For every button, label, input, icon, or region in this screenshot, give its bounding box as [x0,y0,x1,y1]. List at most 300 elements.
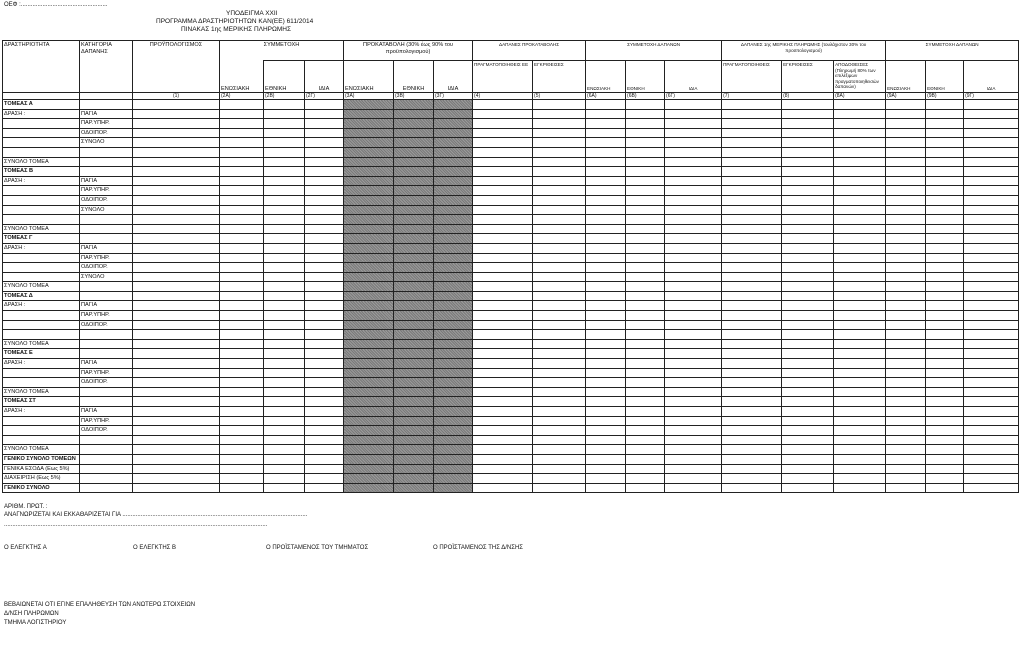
table-cell [344,186,394,196]
table-cell [434,291,473,301]
row-category [80,435,133,445]
table-cell [665,407,722,417]
table-cell [722,474,782,484]
table-cell [586,378,626,388]
table-cell [586,291,626,301]
table-cell [586,100,626,110]
row-category: ΠΑΡ.ΥΠΗΡ. [80,368,133,378]
table-cell [394,234,434,244]
table-cell [626,243,665,253]
table-cell [586,464,626,474]
table-cell [344,330,394,340]
table-cell [305,176,344,186]
table-cell [473,205,533,215]
table-cell [344,454,394,464]
row-label [3,205,80,215]
table-cell [586,397,626,407]
table-cell [964,359,1019,369]
table-cell [533,330,586,340]
table-cell [964,339,1019,349]
table-cell [220,445,264,455]
table-cell [434,416,473,426]
table-cell [533,147,586,157]
table-cell [886,454,926,464]
table-cell [964,195,1019,205]
table-cell [220,311,264,321]
table-cell [834,224,886,234]
table-cell [305,100,344,110]
table-cell [220,195,264,205]
table-cell [264,157,305,167]
table-cell [886,397,926,407]
table-cell [722,464,782,474]
table-cell [665,474,722,484]
table-cell [533,320,586,330]
code-cell-blank-1 [3,93,80,100]
table-cell [344,464,394,474]
table-cell [926,263,964,273]
table-cell [344,320,394,330]
table-cell [964,128,1019,138]
table-cell [886,291,926,301]
table-cell [533,157,586,167]
table-cell [473,157,533,167]
table-cell [665,147,722,157]
table-cell [133,349,220,359]
table-cell [220,330,264,340]
table-cell [305,138,344,148]
table-cell [394,435,434,445]
table-cell [264,272,305,282]
table-cell [133,378,220,388]
table-cell [626,407,665,417]
table-cell [473,100,533,110]
table-cell [133,282,220,292]
table-row [3,301,1019,311]
table-cell [394,109,434,119]
col-drastiriotita: ΔΡΑΣΤΗΡΙΟΤΗΤΑ [3,41,80,93]
table-cell [434,330,473,340]
table-cell [626,186,665,196]
row-category [80,397,133,407]
table-cell [133,234,220,244]
table-cell [344,243,394,253]
table-cell [834,128,886,138]
table-cell [886,464,926,474]
hdr-ethniki-3: ΕΘΝΙΚΗ [394,61,434,93]
table-cell [665,301,722,311]
table-cell [220,138,264,148]
table-cell [834,176,886,186]
table-cell [665,119,722,129]
table-row [3,263,1019,273]
table-cell [626,157,665,167]
table-cell [264,109,305,119]
table-cell [926,138,964,148]
table-cell [626,320,665,330]
table-cell [926,378,964,388]
table-row [3,167,1019,177]
table-cell [394,100,434,110]
table-cell [133,128,220,138]
table-cell [473,243,533,253]
table-cell [533,186,586,196]
table-cell [473,311,533,321]
table-cell [533,454,586,464]
code-cell: (9Γ) [964,93,1019,100]
table-cell [394,195,434,205]
table-cell [964,100,1019,110]
row-category [80,167,133,177]
table-cell [264,378,305,388]
table-cell [133,253,220,263]
table-cell [133,301,220,311]
code-cell: (6Α) [586,93,626,100]
table-cell [394,205,434,215]
row-category: ΠΑΓΙΑ [80,301,133,311]
table-cell [264,100,305,110]
table-cell [886,234,926,244]
table-cell [926,109,964,119]
table-cell [665,483,722,493]
table-cell [533,128,586,138]
table-cell [305,397,344,407]
table-cell [344,224,394,234]
table-cell [886,147,926,157]
verification-line-2: Δ/ΝΣΗ ΠΛΗΡΩΜΩΝ [4,611,59,617]
table-cell [782,349,834,359]
table-cell [344,119,394,129]
col-prokatavoli: ΠΡΟΚΑΤΑΒΟΛΗ (30% έως 90% του προϋπολογισμού) [344,41,473,61]
table-cell [586,311,626,321]
table-cell [886,224,926,234]
table-cell [964,454,1019,464]
verification-line-1: ΒΕΒΑΙΩΝΕΤΑΙ ΟΤΙ ΕΓΙΝΕ ΕΠΑΛΗΘΕΥΣΗ ΤΩΝ ΑΝΩΤΕΡΩ ΣΤΟΙΧΕΙΩΝ [4,602,196,608]
table-cell [394,483,434,493]
col-symmetoxi-dapanon-2: ΣΥΜΜΕΤΟΧΗ ΔΑΠΑΝΩΝ [886,41,1019,61]
row-label: ΔΡΑΣΗ : [3,176,80,186]
table-cell [782,147,834,157]
table-cell [473,282,533,292]
table-cell [434,445,473,455]
table-cell [264,454,305,464]
row-category [80,282,133,292]
table-cell [394,407,434,417]
table-cell [264,301,305,311]
code-cell: (3Β) [394,93,434,100]
table-cell [434,243,473,253]
table-cell [834,205,886,215]
verification-line-3: ΤΜΗΜΑ ΛΟΓΙΣΤΗΡΙΟΥ [4,620,67,626]
row-label [3,320,80,330]
table-cell [834,359,886,369]
table-cell [964,243,1019,253]
table-cell [626,109,665,119]
table-cell [473,474,533,484]
hdr-enosiaki: ΕΝΩΣΙΑΚΗ [220,61,264,93]
table-cell [626,224,665,234]
table-cell [886,138,926,148]
hdr-enosiaki-3: ΕΝΩΣΙΑΚΗ [344,61,394,93]
row-category [80,483,133,493]
table-cell [886,253,926,263]
table-cell [305,474,344,484]
row-category: ΠΑΓΙΑ [80,407,133,417]
table-cell [626,464,665,474]
row-category: ΠΑΡ.ΥΠΗΡ. [80,119,133,129]
table-cell [533,474,586,484]
table-cell [626,263,665,273]
table-cell [394,387,434,397]
table-cell [722,349,782,359]
table-cell [964,109,1019,119]
table-cell [473,483,533,493]
table-cell [626,311,665,321]
table-cell [782,234,834,244]
table-cell [394,349,434,359]
table-cell [344,272,394,282]
table-cell [133,368,220,378]
table-cell [264,167,305,177]
col-proypologismos: ΠΡΟΫΠΟΛΟΓΙΣΜΟΣ [133,41,220,93]
table-cell [926,359,964,369]
table-cell [344,435,394,445]
table-cell [533,483,586,493]
table-cell [533,387,586,397]
table-row [3,224,1019,234]
table-cell [473,359,533,369]
table-cell [665,234,722,244]
table-cell [722,330,782,340]
table-cell [344,349,394,359]
table-cell [434,138,473,148]
table-cell [665,195,722,205]
table-cell [586,445,626,455]
table-cell [264,128,305,138]
table-cell [305,359,344,369]
table-cell [964,416,1019,426]
table-cell [886,311,926,321]
table-cell [782,474,834,484]
table-cell [473,109,533,119]
table-cell [305,234,344,244]
table-cell [782,416,834,426]
table-cell [473,445,533,455]
table-cell [434,224,473,234]
table-cell [533,416,586,426]
hdr-ethniki-9: ΕΘΝΙΚΗ [926,61,964,93]
table-cell [926,224,964,234]
row-category [80,349,133,359]
table-cell [964,426,1019,436]
table-cell [782,138,834,148]
col-symmetoxi: ΣΥΜΜΕΤΟΧΗ [220,41,344,61]
table-row [3,253,1019,263]
table-cell [394,119,434,129]
table-cell [264,359,305,369]
table-cell [344,109,394,119]
table-cell [586,167,626,177]
table-cell [344,311,394,321]
row-label: ΔΙΑΧΕΙΡΙΣΗ (Εως 5%) [3,474,80,484]
table-cell [533,349,586,359]
table-cell [722,243,782,253]
table-cell [533,100,586,110]
form-number: ΥΠΟΔΕΙΓΜΑ XXII [226,10,278,17]
row-label: ΔΡΑΣΗ : [3,359,80,369]
table-cell [586,368,626,378]
table-cell [886,215,926,225]
table-cell [626,387,665,397]
table-row [3,282,1019,292]
table-cell [220,282,264,292]
row-category: ΠΑΓΙΑ [80,109,133,119]
table-cell [220,157,264,167]
table-cell [926,368,964,378]
table-cell [586,407,626,417]
code-cell: (2Β) [264,93,305,100]
table-cell [533,109,586,119]
table-cell [834,291,886,301]
table-cell [264,234,305,244]
table-cell [782,359,834,369]
table-cell [886,378,926,388]
table-cell [394,272,434,282]
table-cell [782,291,834,301]
table-cell [586,301,626,311]
table-cell [665,291,722,301]
table-cell [834,397,886,407]
table-cell [434,272,473,282]
table-cell [533,464,586,474]
table-cell [926,215,964,225]
table-cell [264,416,305,426]
table-cell [434,426,473,436]
row-label: ΤΟΜΕΑΣ Δ [3,291,80,301]
table-cell [586,416,626,426]
table-cell [473,339,533,349]
table-cell [782,253,834,263]
table-cell [926,474,964,484]
code-cell: (8) [782,93,834,100]
table-cell [834,167,886,177]
table-cell [434,234,473,244]
table-cell [964,474,1019,484]
table-cell [394,243,434,253]
table-cell [434,464,473,474]
table-cell [394,445,434,455]
table-cell [586,435,626,445]
hdr-idia-3: ΙΔΙΑ [434,61,473,93]
table-cell [394,311,434,321]
table-cell [305,224,344,234]
table-row [3,435,1019,445]
table-cell [626,176,665,186]
table-cell [220,368,264,378]
table-cell [626,253,665,263]
dotted-line: .............................................................................................................................................................. [4,522,268,528]
table-cell [782,167,834,177]
table-cell [264,186,305,196]
table-cell [305,349,344,359]
table-row [3,176,1019,186]
row-label [3,253,80,263]
table-cell [886,483,926,493]
table-cell [926,243,964,253]
table-cell [133,186,220,196]
row-category: ΟΔΟΙΠΟΡ. [80,378,133,388]
table-cell [926,320,964,330]
table-cell [665,224,722,234]
table-cell [782,426,834,436]
table-cell [665,253,722,263]
table-cell [220,397,264,407]
table-cell [344,445,394,455]
table-cell [305,128,344,138]
table-cell [722,215,782,225]
table-cell [305,445,344,455]
table-cell [533,426,586,436]
table-cell [533,263,586,273]
table-cell [926,186,964,196]
table-cell [434,397,473,407]
table-cell [434,359,473,369]
table-cell [964,387,1019,397]
table-cell [344,100,394,110]
payment-table [2,40,1019,493]
table-cell [533,301,586,311]
table-cell [220,234,264,244]
table-cell [473,138,533,148]
row-category: ΠΑΓΙΑ [80,176,133,186]
table-cell [964,272,1019,282]
table-cell [220,243,264,253]
table-cell [722,224,782,234]
table-cell [834,100,886,110]
table-cell [305,215,344,225]
table-cell [133,157,220,167]
table-cell [220,474,264,484]
table-cell [964,176,1019,186]
table-cell [586,339,626,349]
table-cell [264,426,305,436]
table-cell [394,464,434,474]
table-cell [344,234,394,244]
code-cell: (5) [533,93,586,100]
table-cell [926,157,964,167]
table-cell [264,138,305,148]
table-cell [133,339,220,349]
table-cell [394,263,434,273]
table-cell [264,445,305,455]
table-cell [964,224,1019,234]
table-cell [626,100,665,110]
table-cell [834,282,886,292]
table-cell [394,368,434,378]
row-label [3,215,80,225]
table-cell [834,263,886,273]
table-cell [665,282,722,292]
table-cell [473,234,533,244]
code-cell: (3Γ) [434,93,473,100]
table-cell [533,397,586,407]
table-cell [133,100,220,110]
table-cell [782,100,834,110]
table-cell [722,157,782,167]
table-cell [344,397,394,407]
table-cell [220,387,264,397]
table-cell [964,301,1019,311]
